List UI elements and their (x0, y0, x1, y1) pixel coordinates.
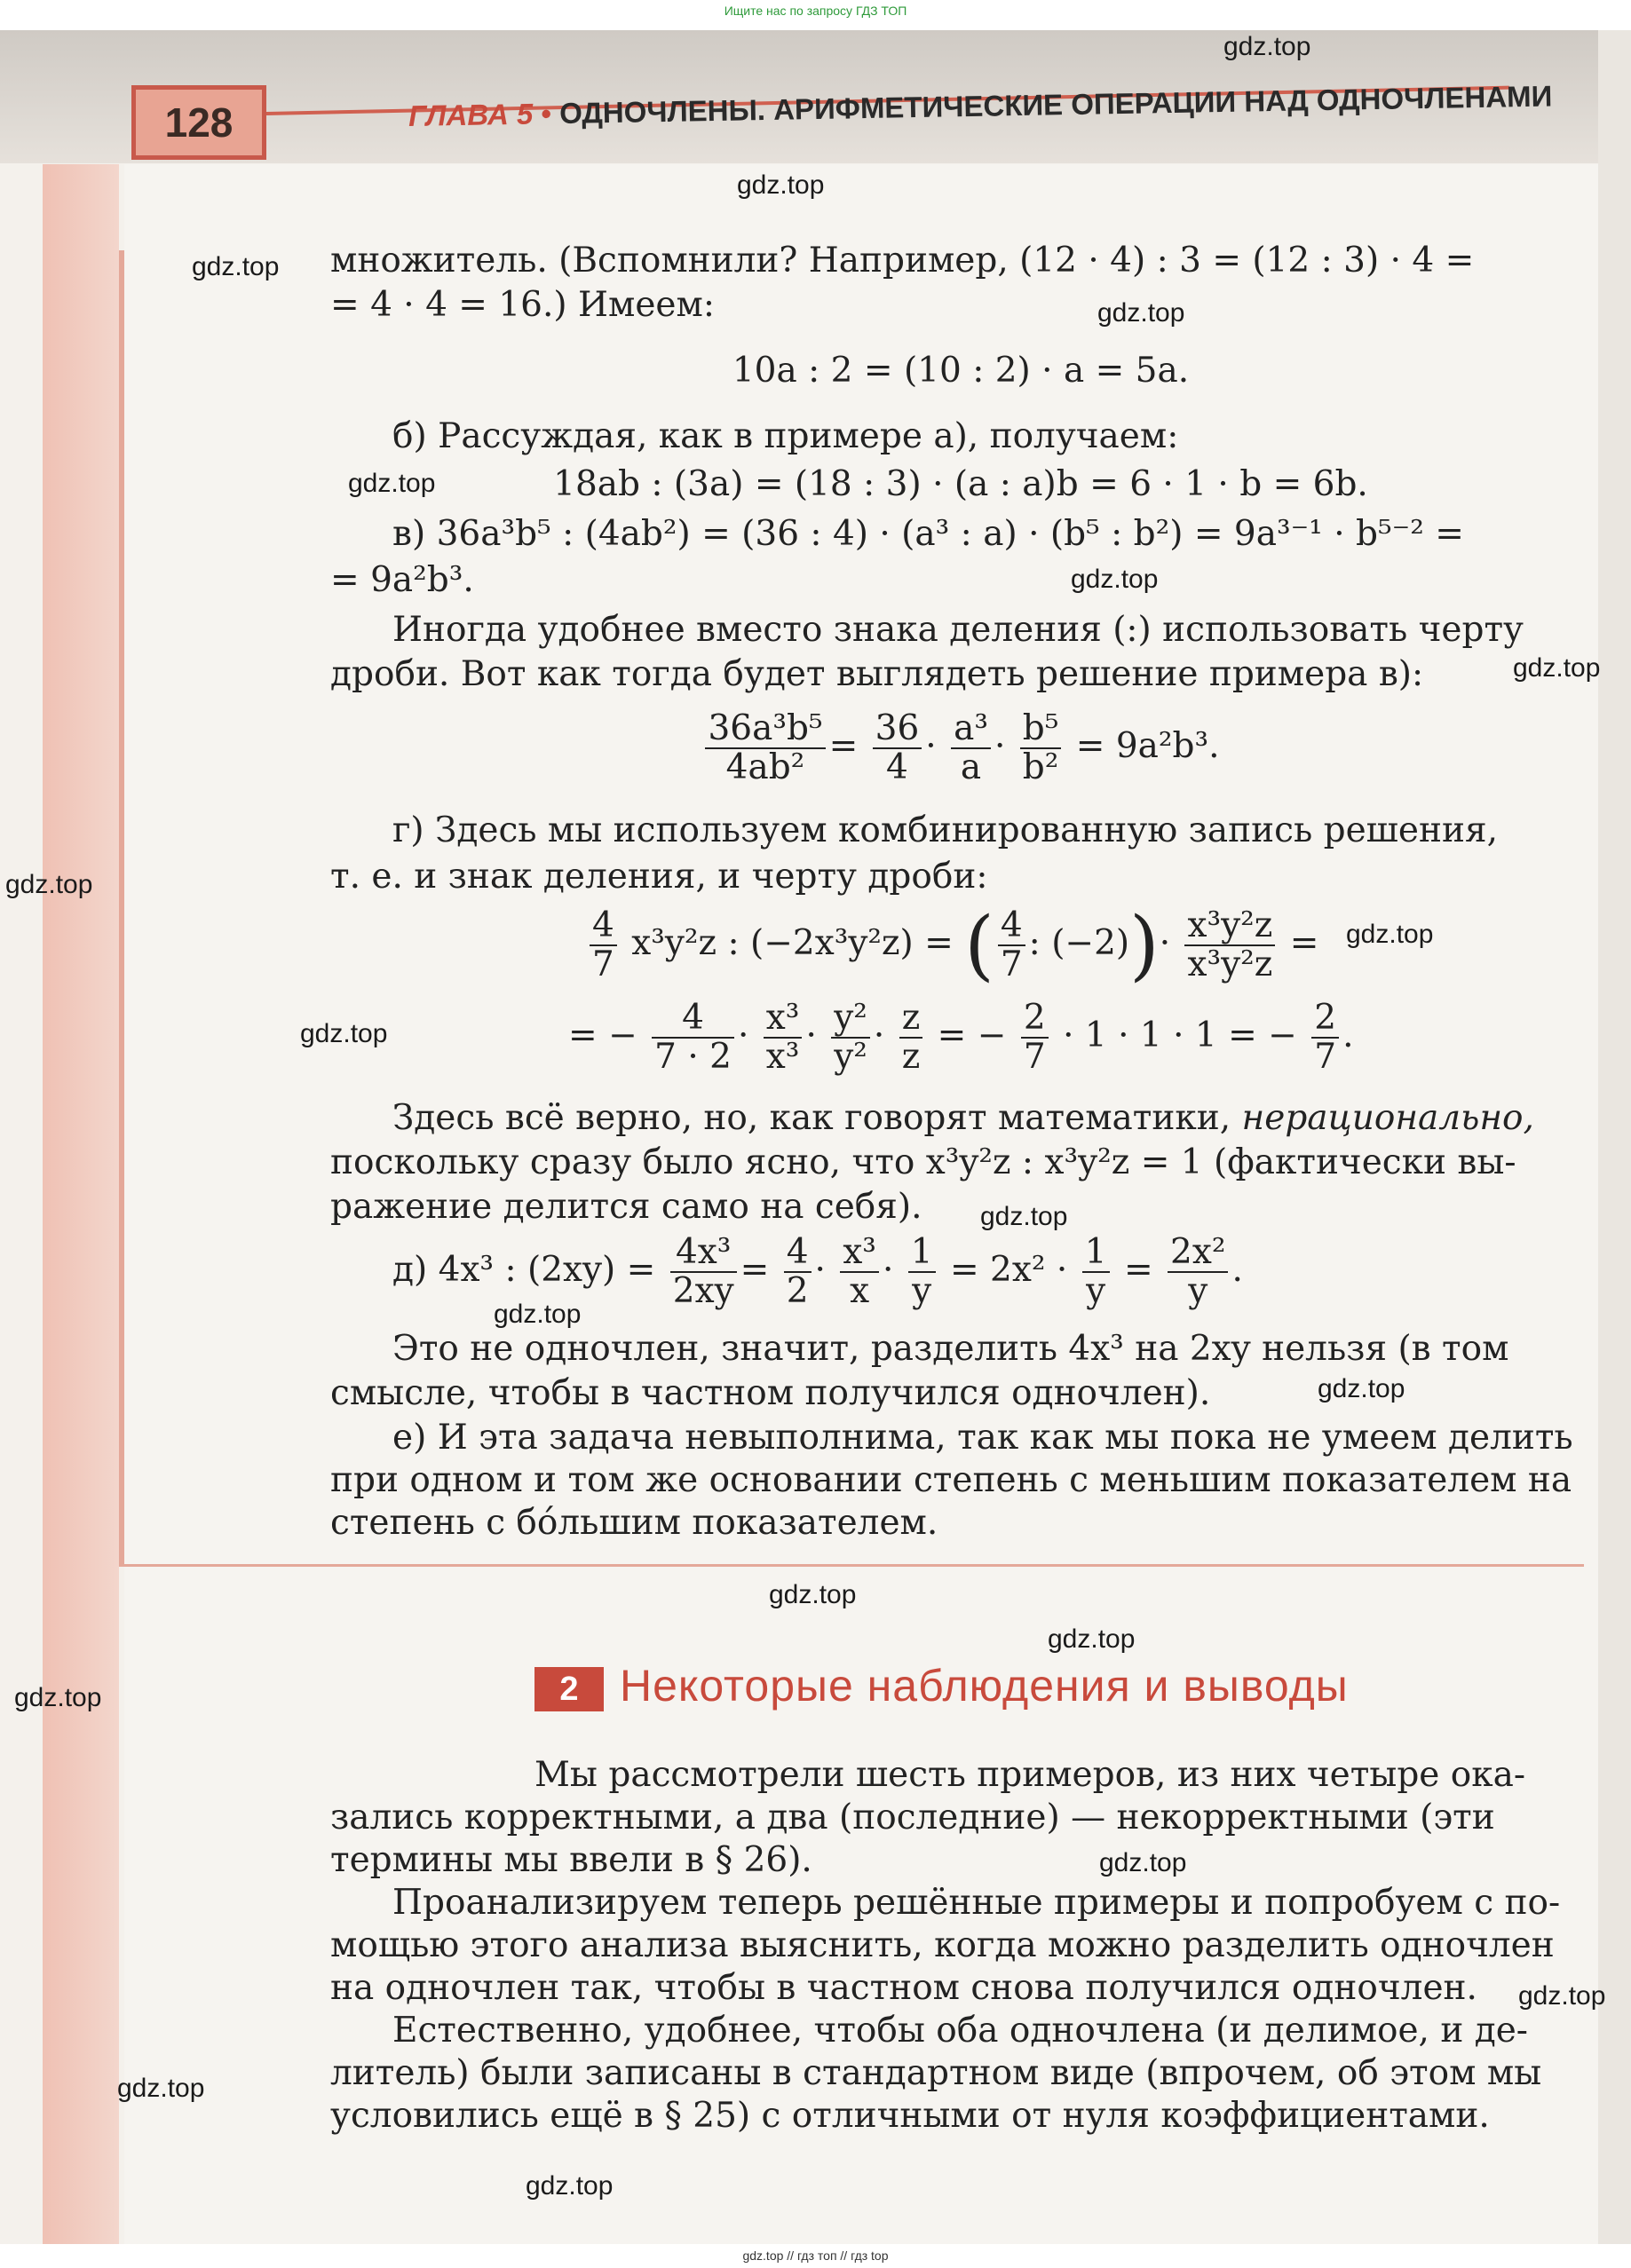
formula-18ab: 18ab : (3a) = (18 : 3) · (a : a)b = 6 · 1 · b = 6b. (553, 464, 1368, 504)
watermark: gdz.top (1097, 298, 1185, 328)
section-line-5: мощью этого анализа выяснить, когда можно разделить одночлен (330, 1925, 1555, 1965)
chapter-title: ОДНОЧЛЕНЫ. АРИФМЕТИЧЕСКИЕ ОПЕРАЦИИ НАД ОДНОЧЛЕНАМИ (558, 79, 1553, 130)
text-line-9: дроби. Вот как тогда будет выглядеть решение примера в): (330, 654, 1424, 694)
section-number: 2 (534, 1667, 604, 1711)
fraction: $\frac{2}{7}$ (1021, 1000, 1049, 1076)
fraction: $\frac{\text{4x³}}{2xy}$ (670, 1234, 737, 1310)
fraction: $\frac{36}{4}$ (873, 710, 922, 786)
fraction: $\frac{\text{36a³b⁵}}{\text{4ab²}}$ (705, 710, 825, 786)
fraction: $\frac{\text{a³}}{a}$ (951, 710, 991, 786)
fraction: $\frac{1}{y}$ (908, 1234, 936, 1310)
formula-g-line1: $\frac{4}{7}$ x³y²z : (−2x³y²z) = ( $\frac{4}{7}$ : (−2))· $\frac{\text{x³y²z}}{\text{x³y²z}}$ = (586, 907, 1631, 984)
chapter-bullet: • (541, 97, 552, 130)
fraction: $\frac{4}{7}$ (998, 907, 1025, 984)
fraction: $\frac{4}{7 \cdot 2}$ (652, 1000, 734, 1076)
watermark: gdz.top (980, 1202, 1068, 1231)
section-line-7: Естественно, удобнее, чтобы оба одночлена (и делимое, и де- (392, 2011, 1528, 2051)
watermark: gdz.top (192, 252, 280, 281)
text-line-23: степень с бо́льшим показателем. (330, 1503, 938, 1543)
text-line-8: Иногда удобнее вместо знака деления (:) использовать черту (392, 610, 1524, 650)
section-line-8: литель) были записаны в стандартном виде (впрочем, об этом мы (330, 2053, 1542, 2093)
watermark: gdz.top (1048, 1624, 1136, 1654)
text-line-2: = 4 · 4 = 16.) Имеем: (330, 285, 715, 325)
section-line-6: на одночлен так, чтобы в частном снова получился одночлен. (330, 1968, 1477, 2008)
text-line-21: е) И эта задача невыполнима, так как мы пока не умеем делить (392, 1418, 1573, 1458)
example-frame-bottom (119, 1564, 1584, 1567)
formula-10a: 10a : 2 = (10 : 2) · a = 5a. (732, 351, 1190, 391)
page-number: 128 (131, 85, 266, 160)
text-line-b: б) Рассуждая, как в примере а), получаем: (392, 416, 1179, 456)
top-strip (0, 0, 1631, 30)
fraction: $\frac{4}{2}$ (784, 1234, 812, 1310)
text-line-12: т. е. и знак деления, и черту дроби: (330, 857, 988, 897)
watermark: gdz.top (117, 2074, 205, 2103)
watermark: gdz.top (348, 469, 436, 498)
watermark: gdz.top (1099, 1848, 1187, 1877)
fraction: $\frac{4}{7}$ (590, 907, 617, 984)
watermark: gdz.top (5, 870, 93, 899)
watermark: gdz.top (14, 1683, 102, 1712)
formula-d: д) 4x³ : (2xy) = $\frac{\text{4x³}}{2xy}$ = $\frac{4}{2}$ · $\frac{\text{x³}}{x}$ · $\frac{1}{y}$ = 2x² · $\frac{1}{y}$ = $\frac{\text{2x²}}{y}$ . (392, 1232, 1243, 1311)
fraction: $\frac{\text{y²}}{\text{y²}}$ (831, 1000, 870, 1076)
watermark: gdz.top (769, 1580, 857, 1609)
watermark: gdz.top (1518, 1981, 1606, 2011)
left-margin-bar (43, 164, 119, 2268)
watermark: gdz.top (1223, 32, 1311, 61)
fraction: $\frac{\text{x³}}{x}$ (840, 1234, 879, 1310)
watermark: gdz.top (737, 170, 825, 200)
example-frame-left (119, 250, 124, 1564)
text-line-15: Здесь всё верно, но, как говорят математики, нерационально, (392, 1098, 1534, 1138)
section-line-4: Проанализируем теперь решённые примеры и попробуем с по- (392, 1883, 1561, 1923)
text-line-22: при одном и том же основании степень с меньшим показателем на (330, 1460, 1572, 1500)
section-line-2: зались корректными, а два (последние) — некорректными (эти (330, 1798, 1495, 1837)
chapter-label: ГЛАВА 5 (408, 97, 534, 132)
fraction: $\frac{z}{z}$ (899, 1000, 923, 1076)
fraction: $\frac{1}{y}$ (1082, 1234, 1110, 1310)
formula-g-line2: = − $\frac{4}{7 \cdot 2}$ · $\frac{\text{x³}}{\text{x³}}$ · $\frac{\text{y²}}{\text{y²}}$ · $\frac{z}{z}$ = − $\frac{2}{7}$ · 1 · 1 · 1 = − $\frac{2}{7}$ . (568, 998, 1354, 1077)
text-line-20: смысле, чтобы в частном получился одночлен). (330, 1373, 1211, 1413)
text-line-v-result: = 9a²b³. (330, 560, 474, 600)
section-title: Некоторые наблюдения и выводы (620, 1661, 1349, 1711)
fraction: $\frac{\text{x³y²z}}{\text{x³y²z}}$ (1184, 907, 1275, 984)
fraction: $\frac{\text{b⁵}}{\text{b²}}$ (1020, 710, 1062, 786)
watermark: gdz.top (300, 1019, 388, 1048)
watermark: gdz.top (1318, 1374, 1405, 1403)
watermark: gdz.top (1346, 920, 1434, 949)
watermark: gdz.top (526, 2171, 614, 2201)
text-line-17: ражение делится само на себя). (330, 1187, 922, 1227)
text-line-g: г) Здесь мы используем комбинированную запись решения, (392, 810, 1498, 850)
watermark: gdz.top (1513, 653, 1601, 683)
footer: gdz.top // гдз топ // гдз top (0, 2244, 1631, 2268)
fraction: $\frac{2}{7}$ (1311, 1000, 1339, 1076)
text-line-1: множитель. (Вспомнили? Например, (12 · 4) : 3 = (12 : 3) · 4 = (330, 241, 1475, 281)
text-line-v: в) 36a³b⁵ : (4ab²) = (36 : 4) · (a³ : a) · (b⁵ : b²) = 9a³⁻¹ · b⁵⁻² = (392, 514, 1464, 554)
fraction: $\frac{\text{x³}}{\text{x³}}$ (764, 1000, 803, 1076)
top-note: Ищите нас по запросу ГДЗ ТОП (724, 4, 907, 18)
formula-v-fraction: $\frac{\text{36a³b⁵}}{\text{4ab²}}$ = $\frac{36}{4}$ · $\frac{\text{a³}}{a}$ · $\frac{\text{b⁵}}{\text{b²}}$ = 9a²b³. (330, 710, 1591, 786)
fraction: $\frac{\text{2x²}}{y}$ (1168, 1234, 1228, 1310)
section-line-3: термины мы ввели в § 26). (330, 1840, 812, 1880)
watermark: gdz.top (1071, 565, 1159, 594)
section-line-9: условились ещё в § 25) с отличными от нуля коэффициентами. (330, 2096, 1490, 2136)
text-line-16: поскольку сразу было ясно, что x³y²z : x³y²z = 1 (фактически вы- (330, 1142, 1516, 1182)
text-line-19: Это не одночлен, значит, разделить 4x³ на 2xy нельзя (в том (392, 1329, 1509, 1369)
section-line-1: Мы рассмотрели шесть примеров, из них четыре ока- (534, 1755, 1526, 1795)
watermark: gdz.top (494, 1300, 582, 1329)
